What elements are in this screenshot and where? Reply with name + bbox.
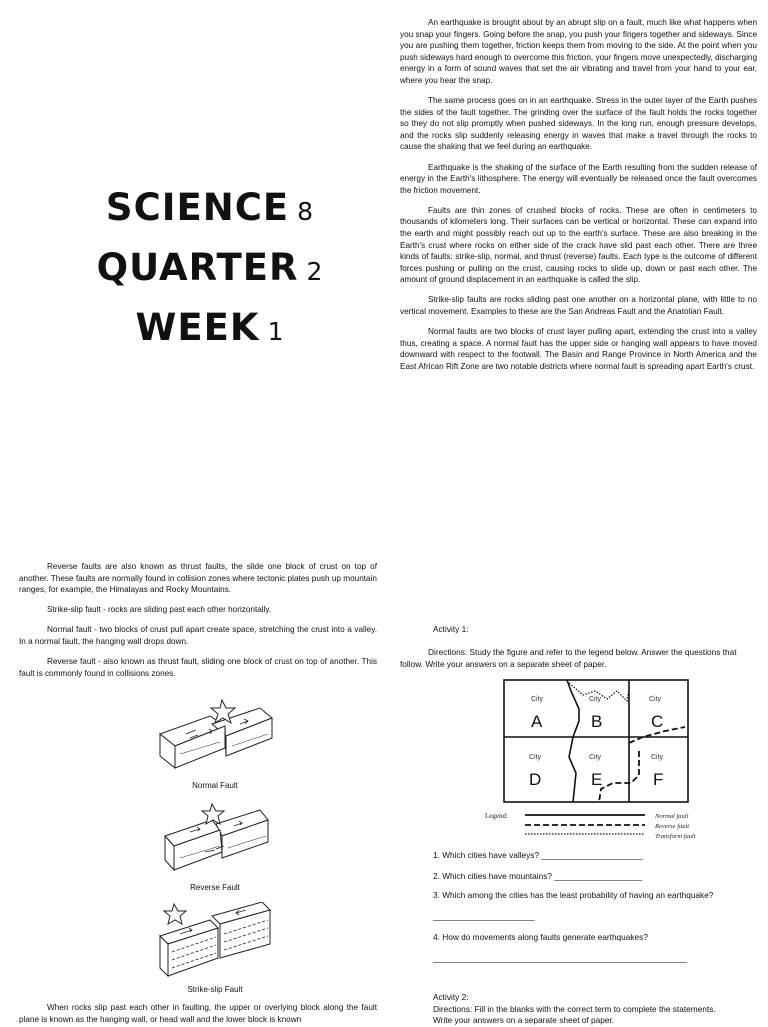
city-grid-diagram	[503, 679, 689, 803]
reverse-fault-figure	[150, 800, 280, 892]
activity-2-directions-cut: Write your answers on a separate sheet of paper.	[433, 1015, 615, 1026]
reverse-fault-diagram	[150, 800, 280, 878]
figure-caption: Strike-slip Fault	[187, 985, 243, 994]
paragraph: Strike-slip fault - rocks are sliding past each other horizontally.	[47, 605, 272, 615]
question-3: 3. Which among the cities has the least probability of having an earthquake?	[433, 890, 714, 900]
title-word: SCIENCE	[105, 186, 290, 229]
city-letter: D	[529, 770, 542, 789]
city-letter: B	[591, 712, 603, 731]
paragraph: An earthquake is brought about by an abrupt slip on a fault, much like what happens when you snap your fingers. Going before the snap, you push your fingers together and sideways. Since you are pushing them together, friction keeps them from moving to the side. At the point when you push sideways hard enough to overcome this friction, your fingers move unexpectedly, discharging energy in a form of sound waves that set the air vibrating and travel from your hand to your ear, where you hear the snap.	[400, 18, 757, 85]
figure-caption: Reverse Fault	[190, 883, 240, 892]
activity-2-heading: Activity 2:	[433, 992, 469, 1002]
activity-2-directions: Directions: Fill in the blanks with the correct term to complete the statements.	[433, 1003, 716, 1014]
paragraph: Normal faults are two blocks of crust layer pulling apart, extending the crust into a valley thus, creating a space. A normal fault has the upper side or hanging wall appears to have moved downward with respect to the footwall. The Basin and Range Province in North America and the East African Rift Zone are two notable districts where normal fault is spreading apart Earth's crust.	[400, 327, 757, 371]
paragraph: Reverse faults are also known as thrust faults, the slide one block of crust on top of another. These faults are normally found in collision zones where tectonic plates push up mountain ranges, for example, the Himalayas and Rocky Mountains.	[19, 562, 377, 595]
answer-blank-4: _______________________________________________________	[433, 953, 687, 963]
city-label: City	[649, 696, 662, 703]
city-letter: F	[653, 770, 664, 789]
paragraph: Reverse fault - also known as thrust fault, sliding one block of crust on top of another. This fault is commonly found in collisions zones.	[19, 657, 377, 678]
city-label: City	[589, 696, 602, 703]
paragraph: Strike-slip faults are rocks sliding past one another on a horizontal plane, with little to no vertical movement. Examples to these are the San Andreas Fault and the Anatolian Fault.	[400, 295, 757, 317]
legend-title: Legend:	[485, 812, 508, 820]
map-legend	[485, 808, 715, 842]
city-letter: E	[591, 770, 603, 789]
strike-slip-fault-figure	[150, 902, 280, 994]
activity-2	[433, 992, 763, 1027]
paragraph: Normal fault - two blocks of crust pull apart create space, stretching the crust into a valley. In a normal fault, the hanging wall drops down.	[19, 625, 377, 646]
legend-item: Normal fault	[655, 813, 689, 820]
legend-diagram	[485, 808, 715, 842]
figure-caption: Normal Fault	[192, 781, 238, 790]
city-letter: A	[531, 712, 543, 731]
normal-fault-figure	[150, 694, 280, 790]
title-block	[60, 180, 360, 360]
title-word: WEEK	[135, 306, 260, 349]
paragraph: The same process goes on in an earthquake. Stress in the outer layer of the Earth pushes the sides of the fault together. The grinding over the surface of the fault holds the rocks together so they do not slip promptly when pushed sideways. In the long run, enough pressure develops, and the rocks slip suddenly releasing energy in waves that make a travel through the rocks to cause the shaking that we feel during an earthquake.	[400, 96, 757, 152]
earthquake-text-column	[400, 17, 757, 373]
question-2: 2. Which cities have mountains? ___________________	[433, 871, 642, 881]
paragraph: Faults are thin zones of crushed blocks of rocks. These are often in centimeters to thousands of kilometers long. Their surfaces can be vertical or horizontal. These can expand into the earth and might possibly reach out up to the earth's surface. These are also breaking in the Earth's crust where rocks on either side of the crack have slid past each other. There are three kinds of faults: strike-slip, normal, and thrust (reverse) faults. Each type is the outcome of different forces pushing or pulling on the crust, causing rocks to slide up, down or past each other. The amount of ground displacement in an earthquake is called the slip.	[400, 205, 757, 285]
city-label: City	[531, 696, 544, 703]
answer-blank-3: ______________________	[433, 911, 535, 921]
title-number: 8	[297, 197, 315, 226]
title-line-week	[60, 300, 360, 360]
paragraph: When rocks slip past each other in faulting, the upper or overlying block along the fault plane is known as the hanging wall, or head wall and the lower block is known	[19, 1003, 377, 1024]
city-label: City	[529, 754, 542, 761]
question-1: 1. Which cities have valleys? ______________________	[433, 850, 643, 860]
directions-text: Directions: Study the figure and refer to the legend below. Answer the questions that follow. Write your answers on a separate sheet of paper.	[400, 647, 737, 669]
title-line-quarter	[60, 240, 360, 300]
activity-1-heading: Activity 1:	[433, 624, 469, 634]
title-number: 2	[306, 257, 324, 286]
city-letter: C	[651, 712, 664, 731]
title-line-subject	[60, 180, 360, 240]
fault-city-map	[503, 679, 689, 803]
city-label: City	[651, 754, 664, 761]
legend-item: Reverse fault	[655, 823, 690, 830]
title-word: QUARTER	[96, 246, 299, 289]
strike-slip-fault-diagram	[150, 902, 280, 980]
normal-fault-diagram	[150, 694, 280, 776]
legend-item: Transform fault	[655, 833, 696, 840]
activity-1-directions	[400, 647, 757, 670]
city-label: City	[589, 754, 602, 761]
hanging-wall-text	[19, 1002, 377, 1025]
paragraph: Earthquake is the shaking of the surface of the Earth resulting from the sudden release of energy in the Earth's lithosphere. The energy will eventually be released once the fault overcomes the friction movement.	[400, 162, 757, 195]
title-number: 1	[267, 317, 285, 346]
question-4: 4. How do movements along faults generate earthquakes?	[433, 932, 648, 942]
fault-types-text	[19, 561, 377, 679]
